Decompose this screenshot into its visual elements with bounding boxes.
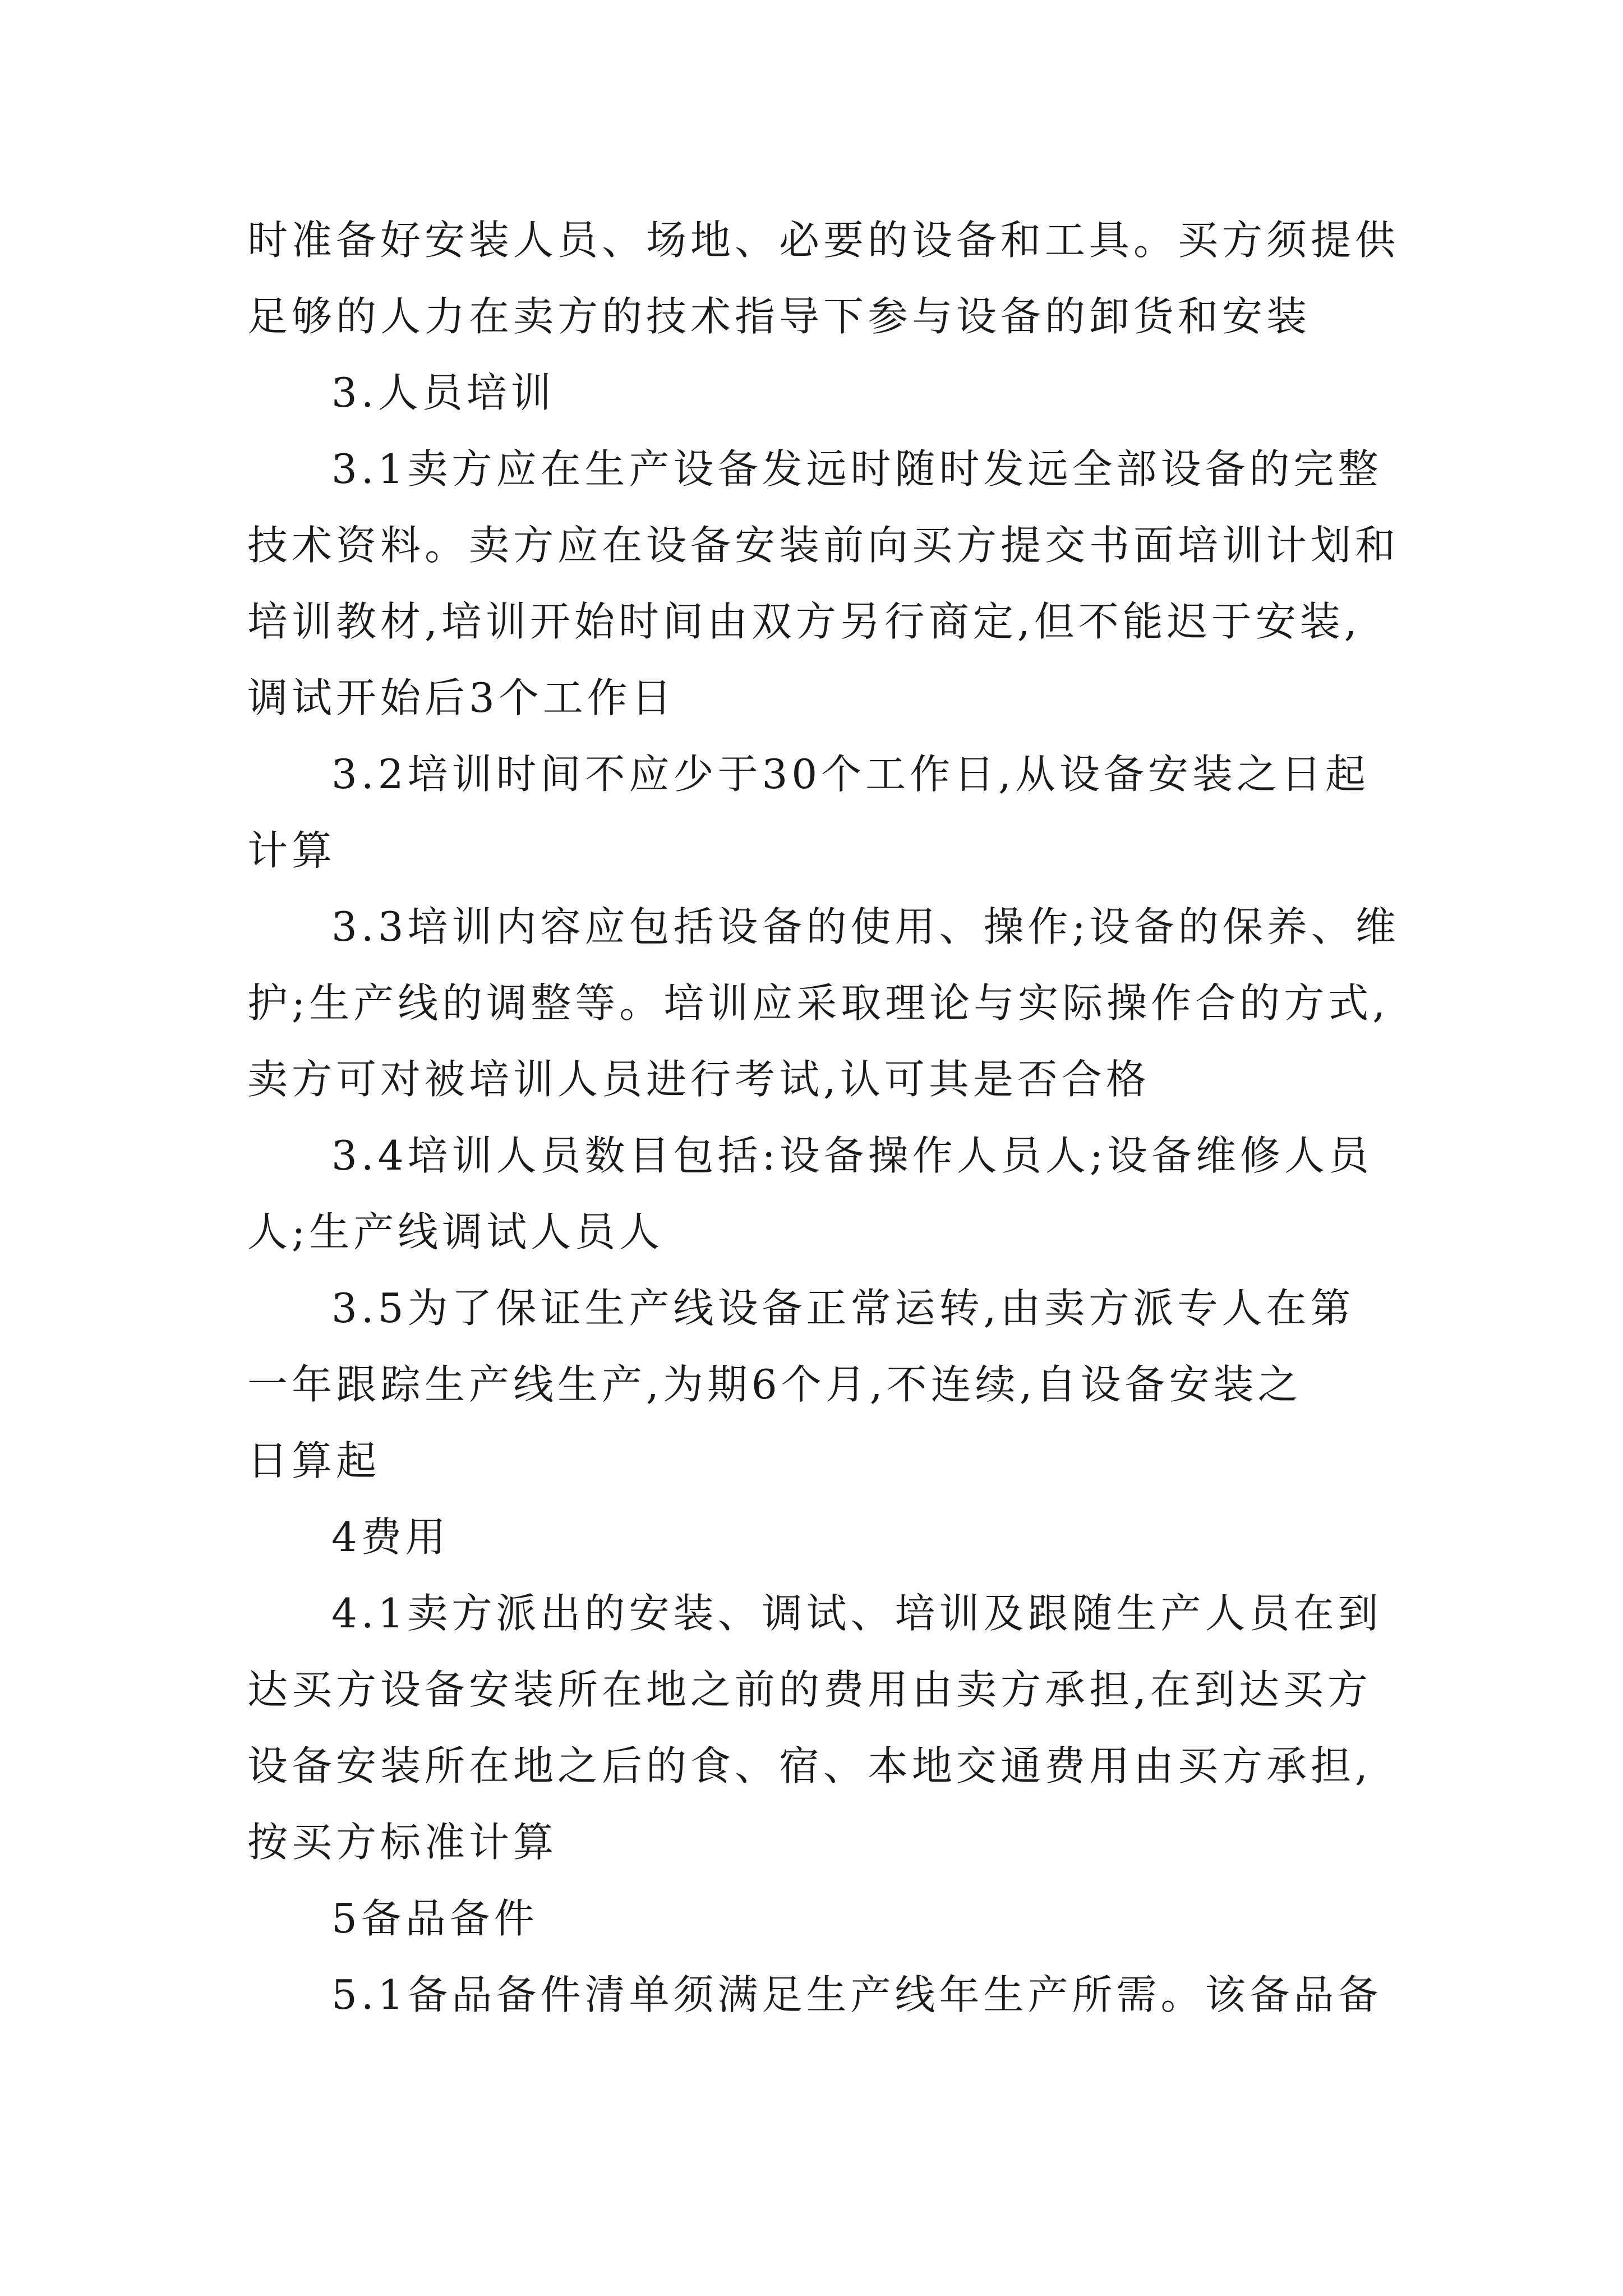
- document-body: [247, 202, 1400, 2033]
- paragraph-line: 时准备好安装人员、场地、必要的设备和工具。买方须提供: [247, 217, 1400, 264]
- paragraph-line: 日算起: [247, 1437, 381, 1484]
- paragraph-line: 达买方设备安装所在地之前的费用由卖方承担,在到达买方: [247, 1666, 1372, 1713]
- paragraph-line: 按买方标准计算: [247, 1819, 558, 1866]
- paragraph-line: 调试开始后3个工作日: [247, 674, 676, 721]
- paragraph-line: 3.1卖方应在生产设备发远时随时发远全部设备的完整: [331, 445, 1382, 493]
- paragraph-line: 5.1备品备件清单须满足生产线年生产所需。该备品备: [331, 1971, 1382, 2018]
- paragraph-line: 技术资料。卖方应在设备安装前向买方提交书面培训计划和: [247, 522, 1400, 569]
- section-heading: 3.人员培训: [331, 369, 555, 416]
- paragraph-line: 人;生产线调试人员人: [247, 1208, 664, 1255]
- paragraph-line: 培训教材,培训开始时间由双方另行商定,但不能迟于安装,: [247, 598, 1361, 645]
- paragraph-line: 3.5为了保证生产线设备正常运转,由卖方派专人在第: [331, 1285, 1355, 1332]
- paragraph-line: 计算: [247, 827, 336, 874]
- paragraph-line: 卖方可对被培训人员进行考试,认可其是否合格: [247, 1056, 1150, 1103]
- paragraph-line: 4.1卖方派出的安装、调试、培训及跟随生产人员在到: [331, 1590, 1382, 1637]
- paragraph-line: 3.4培训人员数目包括:设备操作人员人;设备维修人员: [331, 1132, 1373, 1179]
- paragraph-line: 3.2培训时间不应少于30个工作日,从设备安装之日起: [331, 751, 1370, 798]
- paragraph-line: 护;生产线的调整等。培训应采取理论与实际操作合的方式,: [247, 979, 1390, 1027]
- paragraph-line: 3.3培训内容应包括设备的使用、操作;设备的保养、维: [331, 903, 1400, 950]
- section-heading: 5备品备件: [331, 1895, 538, 1942]
- section-heading: 4费用: [331, 1513, 450, 1561]
- paragraph-line: 设备安装所在地之后的食、宿、本地交通费用由买方承担,: [247, 1742, 1372, 1789]
- paragraph-line: 足够的人力在卖方的技术指导下参与设备的卸货和安装: [247, 293, 1311, 340]
- paragraph-line: 一年跟踪生产线生产,为期6个月,不连续,自设备安装之: [247, 1361, 1302, 1408]
